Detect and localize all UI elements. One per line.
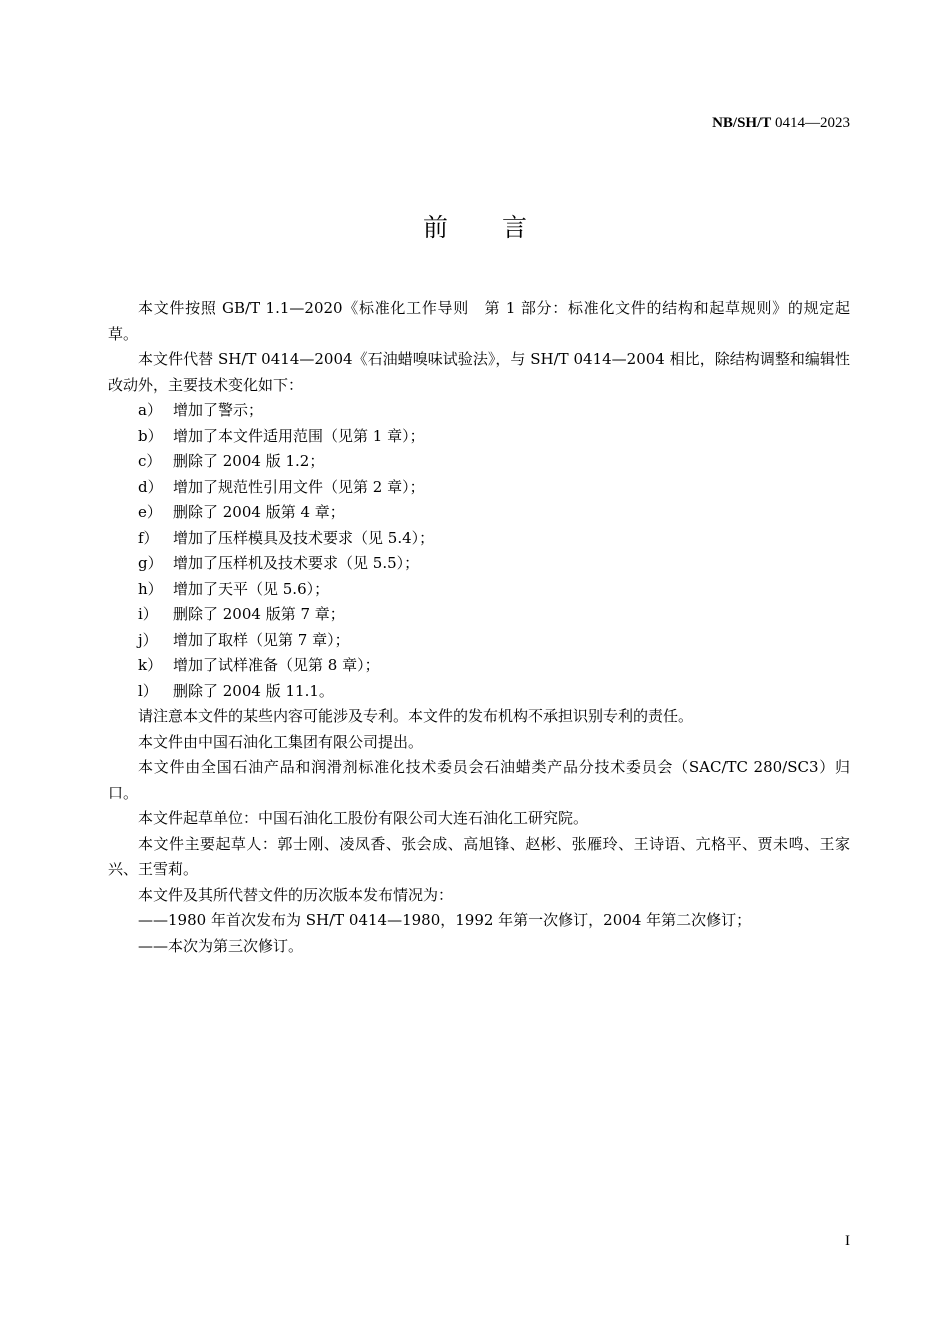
list-text: 增加了本文件适用范围（见第 1 章）； <box>173 426 425 445</box>
paragraph-drafters: 本文件主要起草人：郭士刚、凌凤香、张会成、高旭锋、赵彬、张雁玲、王诗语、亢格平、贾未鸣、王家兴、王雪莉。 <box>108 834 850 878</box>
list-marker: d） <box>138 477 163 496</box>
list-marker: g） <box>138 554 163 572</box>
list-text: 删除了 2004 版 11.1。 <box>173 681 334 700</box>
foreword-body <box>108 296 850 959</box>
history-item: ——本次为第三次修订。 <box>138 936 304 955</box>
list-item <box>108 424 850 450</box>
list-text: 删除了 2004 版第 7 章； <box>173 605 345 623</box>
list-item <box>108 526 850 552</box>
list-marker: b） <box>138 426 163 445</box>
list-item <box>108 449 850 475</box>
standard-code <box>712 115 850 132</box>
page-title: 前言 <box>422 213 581 242</box>
list-marker: i） <box>138 605 158 623</box>
list-item <box>108 679 850 705</box>
list-item <box>108 653 850 679</box>
list-marker: a） <box>138 401 162 419</box>
list-marker: l） <box>138 681 158 700</box>
list-marker: f） <box>138 528 159 547</box>
list-marker: c） <box>138 452 162 470</box>
list-item <box>108 500 850 526</box>
paragraph-drafting-unit: 本文件起草单位：中国石油化工股份有限公司大连石油化工研究院。 <box>138 809 589 827</box>
list-text: 删除了 2004 版 1.2； <box>173 452 325 470</box>
list-text: 增加了压样机及技术要求（见 5.5）； <box>173 554 420 572</box>
paragraph-drafting-rules: 本文件按照 GB/T 1.1—2020《标准化工作导则 第 1 部分：标准化文件的结构和起草规则》的规定起草。 <box>108 299 850 343</box>
standard-code-prefix: NB/SH/T <box>712 115 772 131</box>
history-item: ——1980 年首次发布为 SH/T 0414—1980，1992 年第一次修订，2004 年第二次修订； <box>138 911 752 929</box>
paragraph-history-intro: 本文件及其所代替文件的历次版本发布情况为： <box>138 885 454 904</box>
list-text: 删除了 2004 版第 4 章； <box>173 503 345 521</box>
page-number: I <box>845 1233 850 1249</box>
list-text: 增加了试样准备（见第 8 章）； <box>173 656 380 674</box>
list-text: 增加了取样（见第 7 章）； <box>173 630 350 649</box>
history-list <box>108 908 850 959</box>
list-marker: e） <box>138 503 162 521</box>
paragraph-committee: 本文件由全国石油产品和润滑剂标准化技术委员会石油蜡类产品分技术委员会（SAC/TC 280/SC3）归口。 <box>108 758 850 802</box>
list-item <box>108 475 850 501</box>
standard-code-number: 0414—2023 <box>775 115 850 131</box>
paragraph-proposer: 本文件由中国石油化工集团有限公司提出。 <box>138 732 424 751</box>
list-item <box>108 551 850 577</box>
list-item <box>108 602 850 628</box>
list-item <box>108 577 850 603</box>
paragraph-replacement: 本文件代替 SH/T 0414—2004《石油蜡嗅味试验法》，与 SH/T 0414—2004 相比，除结构调整和编辑性改动外，主要技术变化如下： <box>108 350 850 394</box>
list-marker: k） <box>138 656 163 674</box>
list-text: 增加了压样模具及技术要求（见 5.4）； <box>173 528 435 547</box>
list-text: 增加了规范性引用文件（见第 2 章）； <box>173 477 425 496</box>
list-marker: h） <box>138 579 163 598</box>
list-text: 增加了警示； <box>173 401 264 419</box>
list-item <box>108 628 850 654</box>
list-marker: j） <box>138 630 158 649</box>
changes-list <box>108 398 850 704</box>
list-item <box>108 398 850 424</box>
list-text: 增加了天平（见 5.6）； <box>173 579 330 598</box>
paragraph-patent-notice: 请注意本文件的某些内容可能涉及专利。本文件的发布机构不承担识别专利的责任。 <box>138 707 694 725</box>
